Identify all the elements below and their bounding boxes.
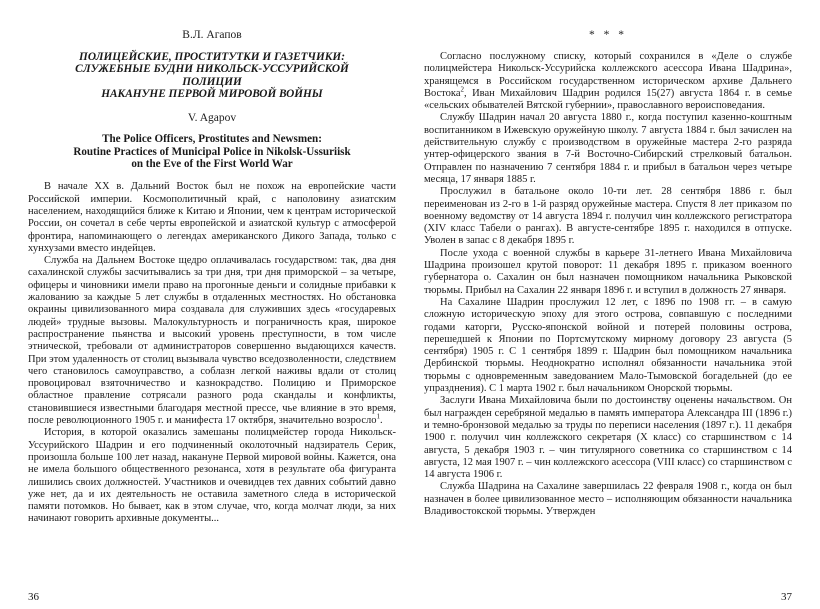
paragraph: Прослужил в батальоне около 10-ти лет. 28 сентября 1886 г. был переименован из 2-го в 1-й разряд оружейные мастера. Спустя 8 лет приказом по военному ведомству от 14 августа 1894 г. получил чин коллежского регистратора (XIV класс Табели о рангах). В августе-сентябре 1895 г. находился в отпуске. Уволен в запас с 8 декабря 1895 г.: [424, 186, 792, 247]
paragraph: Служба Шадрина на Сахалине завершилась 22 февраля 1908 г., когда он был назначен в более цивилизованное место – исполняющим обязанности начальника Владивостокской тюрьмы. Утвержден: [424, 481, 792, 517]
section-divider-asterisks: * * *: [589, 29, 627, 41]
page-number: 37: [781, 591, 792, 603]
right-page: [410, 0, 820, 609]
title-en-line: Routine Practices of Municipal Police in Nikolsk-Ussuriisk: [73, 145, 351, 158]
title-ru-line: ПОЛИЦЕЙСКИЕ, ПРОСТИТУТКИ И ГАЗЕТЧИКИ:: [79, 51, 345, 63]
paragraph: Службу Шадрин начал 20 августа 1880 г., когда поступил казенно-коштным воспитанником в Ижевскую оружейную школу. 7 августа 1884 г. был зачислен на действительную службу с производством в оружейные мастера 2-го разряда унтер-офицерского звания в 7-й Восточно-Сибирский стрелковый батальон. Отправлен по назначению 7 сентября 1884 г. и прибыл в батальон через четыре месяца, 17 января 1885 г.: [424, 112, 792, 185]
right-body-text: [424, 51, 792, 518]
title-ru-line: СЛУЖЕБНЫЕ БУДНИ НИКОЛЬСК-УССУРИЙСКОЙ: [75, 63, 349, 76]
paragraph: В начале XX в. Дальний Восток был не похож на европейские части Российской империи. Космополитичный край, с наполовину азиатским населением, находящийся ближе к Китаю и Японии, чем к центрам исторической России, он сочетал в себе черты европейской и азиатской культур с атмосферой фронтира, напоминающего о легендах американского Дикого Запада, только с хунхузами вместо индейцев.: [28, 181, 396, 254]
paragraph: Служба на Дальнем Востоке щедро оплачивалась государством: так, два дня сахалинской службы засчитывались за три дня, три дня приморской – за четыре, офицеры и чиновники имели право на прогонные деньги и солидные прибавки к жалованию за каждые 5 лет службы в отдаленных местностях. Но обстановка окраины цивилизованного мира создавала для служивших здесь «государевых людей» трудные вызовы. Малокультурность и пограничность края, широкое распространение пьянства и высокий уровень преступности, в том числе этнической, требовали от администраторов совершенно выдающихся качеств. При этом удаленность от столиц вызывала чувство вседозволенности, следствием чего становилось самоуправство, а соблазн легкой наживы вдали от столиц провоцировал взяточничество и казнокрадство. Полицию и Приморское областное правление сотрясали разного рода скандалы и конфликты, становившиеся известными благодаря местной прессе, чье влияние в это время, после революционного 1905 г. и манифеста 17 октября, значительно возросло$^1$.: [28, 255, 396, 427]
paragraph: История, в которой оказались замешаны полицмейстер города Никольск-Уссурийского Шадрин и его подчиненный околоточный надзиратель Серик, произошла больше 100 лет назад, накануне Первой мировой войны. Кажется, она не имела большого общественного резонанса, хотя в результате оба фигуранта лишились своих должностей. Участников и очевидцев тех давних событий давно уже нет, да и их деятельность не оставила заметного следа в исторической памяти потомков. Но бывает, как в этом случае, что, когда молчат люди, за них начинают говорить архивные документы...: [28, 427, 396, 525]
title-ru-line: ПОЛИЦИИ: [182, 75, 242, 88]
paragraph: Заслуги Ивана Михайловича были по достоинству оценены начальством. Он был награжден серебряной медалью в память императора Александра III (1896 г.) и темно-бронзовой медалью за труды по переписи населения (1897 г.). 11 декабря 1900 г. получил чин коллежского секретаря (X класс) со старшинством с 14 августа, 5 декабря 1903 г. – чин титулярного советника со старшинством с 14 августа, 12 мая 1907 г. – чин коллежского асессора (VIII класс) со старшинством с 14 августа 1906 г.: [424, 395, 792, 481]
footnote-ref[interactable]: 1: [376, 412, 380, 421]
paragraph: После ухода с военной службы в карьере 31-летнего Ивана Михайловича Шадрина произошел крутой поворот: 11 декабря 1895 г. приказом военного губернатора о. Сахалин он был назначен помощником начальника Рыковской тюрьмы. Прибыл на Сахалин 22 января 1896 г. и вступил в должность 27 января.: [424, 247, 792, 296]
article-title-en: [28, 133, 396, 170]
left-body-text: [28, 181, 396, 525]
running-head-author: В.Л. Агапов: [182, 29, 242, 41]
paragraph-text: Согласно послужному списку, который сохранился в «Деле о службе полицмейстера Никольск-Уссурийска коллежского асессора Ивана Шадрина», хранящемся в Российском государственном историческом архиве Дальнего Востока: [424, 51, 792, 99]
title-en-line: The Police Officers, Prostitutes and Newsmen:: [102, 133, 322, 146]
paragraph: На Сахалине Шадрин прослужил 12 лет, с 1896 по 1908 гг. – в самую сложную историческую эпоху для этого острова, совпавшую с последними годами каторги, Русско-японской войной и потерей половины острова, перешедшей к Японии по Портсмутскому мирному договору 23 августа (5 сентября) 1905 г. С 1 сентября 1899 г. Шадрин был помощником начальника Дербинской тюрьмы. Неоднократно исполнял обязанности начальника этой тюрьмы с одновременным заведованием Мало-Тымовской богадельней (до ее упразднения). С 1 марта 1902 г. был начальником Онорской тюрьмы.: [424, 296, 792, 395]
page-number: 36: [28, 591, 39, 603]
paragraph-text: Служба на Дальнем Востоке щедро оплачивалась государством: так, два дня сахалинской службы засчитывались за три дня, три дня приморской – за четыре, офицеры и чиновники имели право на прогонные деньги и солидные прибавки к жалованию за каждые 5 лет службы в отдаленных местностях. Но обстановка окраины цивилизованного мира создавала для служивших здесь «государевых людей» трудные вызовы. Малокультурность и пограничность края, широкое распространение пьянства и высокий уровень преступности, в том числе этнической, требовали от администраторов совершенно выдающихся качеств. При этом удаленность от столиц вызывала чувство вседозволенности, следствием чего становилось самоуправство, а соблазн легкой наживы вдали от столиц провоцировал взяточничество и казнокрадство. Полицию и Приморское областное правление сотрясали разного рода скандалы и конфликты, становившиеся известными благодаря местной прессе, чье влияние в это время, после революционного 1905 г. и манифеста 17 октября, значительно возросло: [28, 255, 396, 427]
title-en-line: on the Eve of the First World War: [131, 158, 293, 170]
paragraph: [424, 51, 792, 112]
article-title-ru: [28, 51, 396, 100]
author-en: V. Agapov: [187, 112, 237, 125]
paragraph-text: , Иван Михайлович Шадрин родился 15(27) августа 1864 г. в семье «сельских обывателей Вятской губернии», православного вероисповедания.: [424, 87, 792, 112]
footnote-ref[interactable]: 2: [460, 85, 464, 94]
title-ru-line: НАКАНУНЕ ПЕРВОЙ МИРОВОЙ ВОЙНЫ: [101, 87, 323, 100]
